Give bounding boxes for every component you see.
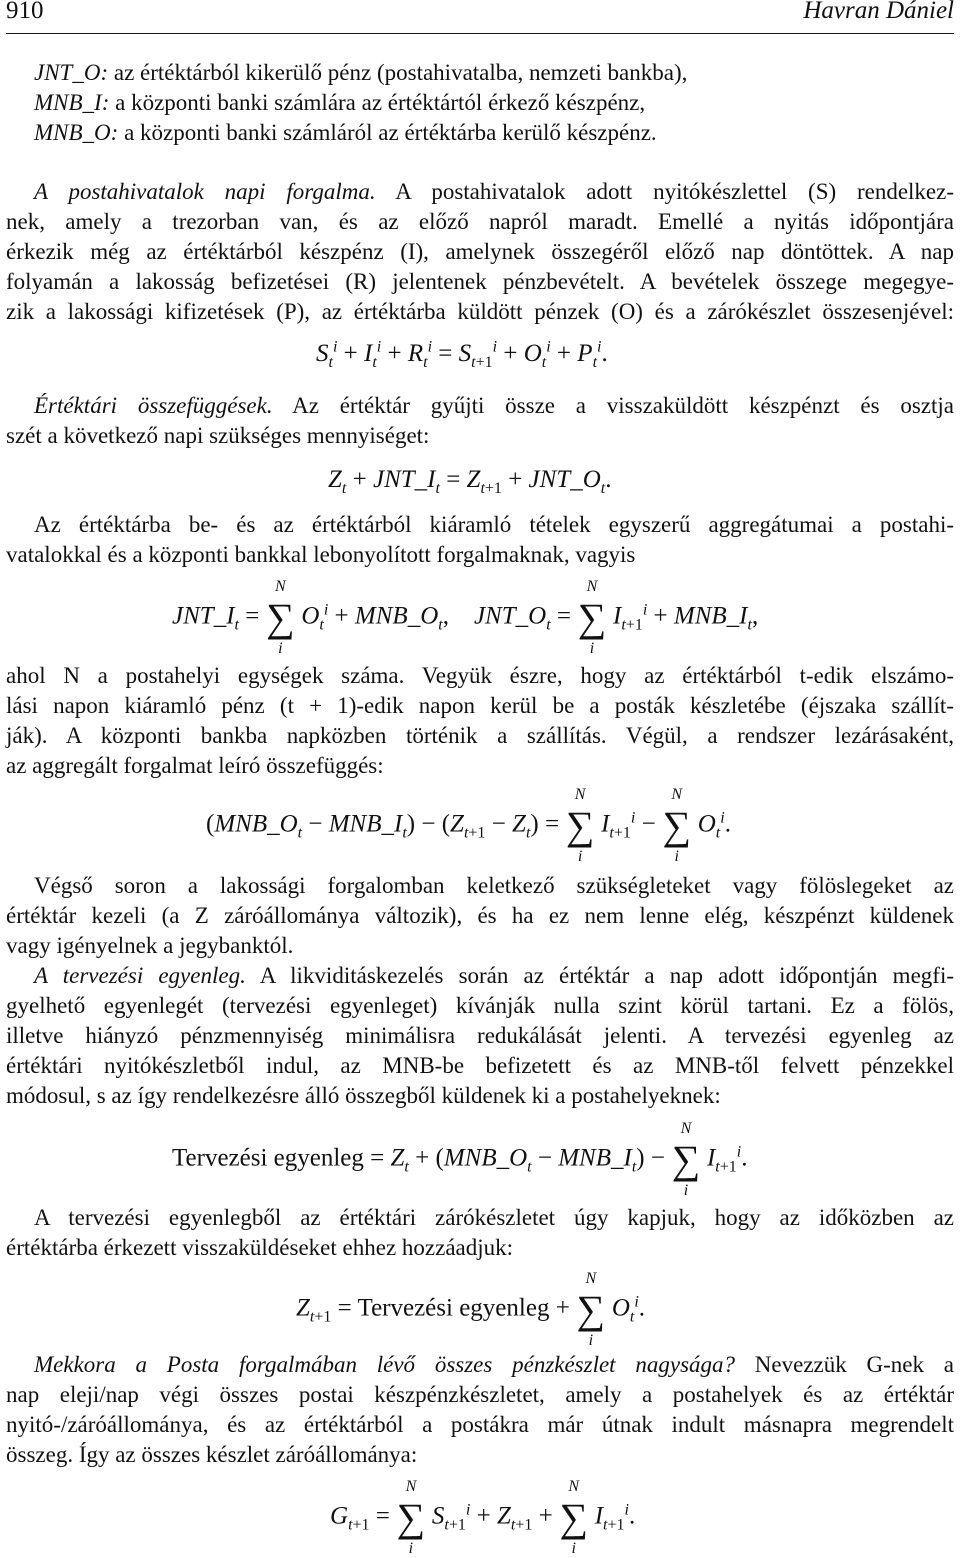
para6-line2: gyelhető egyenlegét (tervezési egyenleget) kívánják nulla szint körül tartani. Ez a fölös, bbox=[6, 993, 954, 1018]
definition-mnb-o: MNB_O: a központi banki számláról az értéktárba kerülő készpénz. bbox=[34, 120, 657, 145]
sum-symbol: N ∑ i bbox=[559, 1478, 588, 1557]
para4-line2: lási napon kiáramló pénz (t + 1)-edik napon kerül be a posták készletébe (éjszaka szállít- bbox=[6, 693, 954, 718]
para2-line1: Értéktári összefüggések. Az értéktár gyűjti össze a visszaküldött készpénzt és osztja bbox=[34, 393, 954, 418]
section-heading: Értéktári összefüggések. bbox=[34, 393, 273, 418]
para2-line2: szét a következő napi szükséges mennyiséget: bbox=[6, 423, 430, 448]
para1-line3: érkezik még az értéktárból készpénz (I), amelynek összegéről előző nap döntöttek. A nap bbox=[6, 239, 954, 264]
para6-line1: A tervezési egyenleg. A likviditáskezelés során az értéktár a nap adott időpontján megfi- bbox=[34, 963, 954, 988]
sum-symbol: N ∑ i bbox=[396, 1478, 426, 1557]
para5-line1: Végső soron a lakossági forgalomban keletkező szükségleteket vagy fölöslegeket az bbox=[34, 873, 954, 898]
definition-mnb-i: MNB_I: a központi banki számlára az értéktártól érkező készpénz, bbox=[34, 90, 646, 115]
definition-jnt-o: JNT_O: az értéktárból kikerülő pénz (postahivatalba, nemzeti bankba), bbox=[34, 60, 688, 85]
para5-line2: értéktár kezeli (a Z záróállománya változik), és ha ez nem lenne elég, készpénzt küldenek bbox=[6, 903, 954, 928]
equation-aggregates: $JNT\_I_t$ = N ∑ i $O_t^i$ + $MNB\_O_t$, $JNT\_O_t$ = N ∑ i $I_{t+1}^i$ + $MNB\_I_t$, bbox=[172, 578, 759, 657]
para6-line3: illetve hiányzó pénzmennyiség minimálisra redukálását jelenti. A tervezési egyenleg az bbox=[6, 1023, 954, 1048]
para3-line2: vatalokkal és a központi bankkal lebonyolított forgalmaknak, vagyis bbox=[6, 542, 636, 567]
para8-line2: nap eleji/nap végi összes postai készpénzkészletet, amely a postahelyek és az értéktár bbox=[6, 1382, 954, 1407]
para4-line1: ahol N a postahelyi egységek száma. Vegyük észre, hogy az értéktárból t-edik elszámo- bbox=[6, 663, 954, 688]
sum-symbol: N ∑ i bbox=[266, 578, 295, 657]
sum-symbol: N ∑ i bbox=[576, 1270, 606, 1349]
header-rule bbox=[6, 33, 954, 34]
section-heading: A tervezési egyenleg. bbox=[34, 963, 246, 988]
sum-symbol: N ∑ i bbox=[577, 578, 607, 657]
para1-line1: A postahivatalok napi forgalma. A postahivatalok adott nyitókészlettel (S) rendelkez- bbox=[34, 179, 954, 204]
equation-closing: ($MNB\_O_t$ − $MNB\_I_t) - (Z_{t+1} - Z_t)$ = N ∑ i $I_{t+1}^i$ − N ∑ i $O_t^i$. bbox=[206, 786, 731, 865]
para8-line4: összeg. Így az összes készlet záróállománya: bbox=[6, 1442, 418, 1467]
equation-total-stock: $G_{t+1}$ = N ∑ i $S_{t+1}^i + Z_{t+1}$ + N ∑ i $I_{t+1}^i$. bbox=[330, 1478, 636, 1557]
para4-line4: az aggregált forgalmat leíró összefüggés: bbox=[6, 753, 384, 778]
equation-closing-stock: $Z_{t+1}$ = Tervezési egyenleg + N ∑ i $O_t^i$. bbox=[296, 1270, 646, 1349]
para4-line3: ják). A központi bankba napközben történik a szállítás. Végül, a rendszer lezárásaként, bbox=[6, 723, 954, 748]
para3-line1: Az értéktárba be- és az értéktárból kiáramló tételek egyszerű aggregátumai a postahi- bbox=[34, 512, 954, 537]
running-head: Havran Dániel bbox=[803, 0, 954, 24]
para7-line1: A tervezési egyenlegből az értéktári zárókészletet úgy kapjuk, hogy az időközben az bbox=[34, 1205, 954, 1230]
section-heading: A postahivatalok napi forgalma. bbox=[34, 179, 376, 204]
para8-line3: nyitó-/záróállománya, és az értéktárból a postákra már útnak indult másnapra megrendelt bbox=[6, 1412, 954, 1437]
para8-line1: Mekkora a Posta forgalmában lévő összes pénzkészlet nagysága? Nevezzük G-nek a bbox=[34, 1352, 954, 1377]
para1-line4: folyamán a lakosság befizetései (R) jelentenek pénzbevételt. A bevételek összege megegye- bbox=[6, 269, 954, 294]
para7-line2: értéktárba érkezett visszaküldéseket ehhez hozzáadjuk: bbox=[6, 1235, 514, 1260]
sum-symbol: N ∑ i bbox=[671, 1120, 701, 1199]
equation-planning-balance: Tervezési egyenleg = $Z_t$ + ($MNB\_O_t$ − $MNB\_I_t$) − N ∑ i $I_{t+1}^i$. bbox=[172, 1120, 748, 1199]
sum-symbol: N ∑ i bbox=[565, 786, 595, 865]
para1-line2: nek, amely a trezorban van, és az előző napról maradt. Emellé a nyitás időpontjára bbox=[6, 209, 954, 234]
page-header bbox=[6, 0, 954, 26]
section-heading: Mekkora a Posta forgalmában lévő összes pénzkészlet nagysága? bbox=[34, 1352, 736, 1377]
equation-vault: $Z_t$ + $JNT\_I_t = Z_{t+1}$ + $JNT\_O_t$. bbox=[328, 466, 612, 497]
para6-line4: értéktári nyitókészletből indul, az MNB-be befizetett és az MNB-től felvett pénzekkel bbox=[6, 1053, 954, 1078]
equation-post-balance: $S_t^i + I_t^i + R_t^i = S_{t+1}^i + O_t^i + P_t^i$. bbox=[316, 338, 608, 371]
para1-line5: zik a lakossági kifizetések (P), az értéktárba küldött pénzek (O) és a zárókészlet összesenjével: bbox=[6, 299, 954, 324]
sum-symbol: N ∑ i bbox=[662, 786, 691, 865]
page-number: 910 bbox=[6, 0, 44, 24]
para6-line5: módosul, s az így rendelkezésre álló összegből küldenek ki a postahelyeknek: bbox=[6, 1083, 721, 1108]
para5-line3: vagy igényelnek a jegybanktól. bbox=[6, 933, 294, 958]
